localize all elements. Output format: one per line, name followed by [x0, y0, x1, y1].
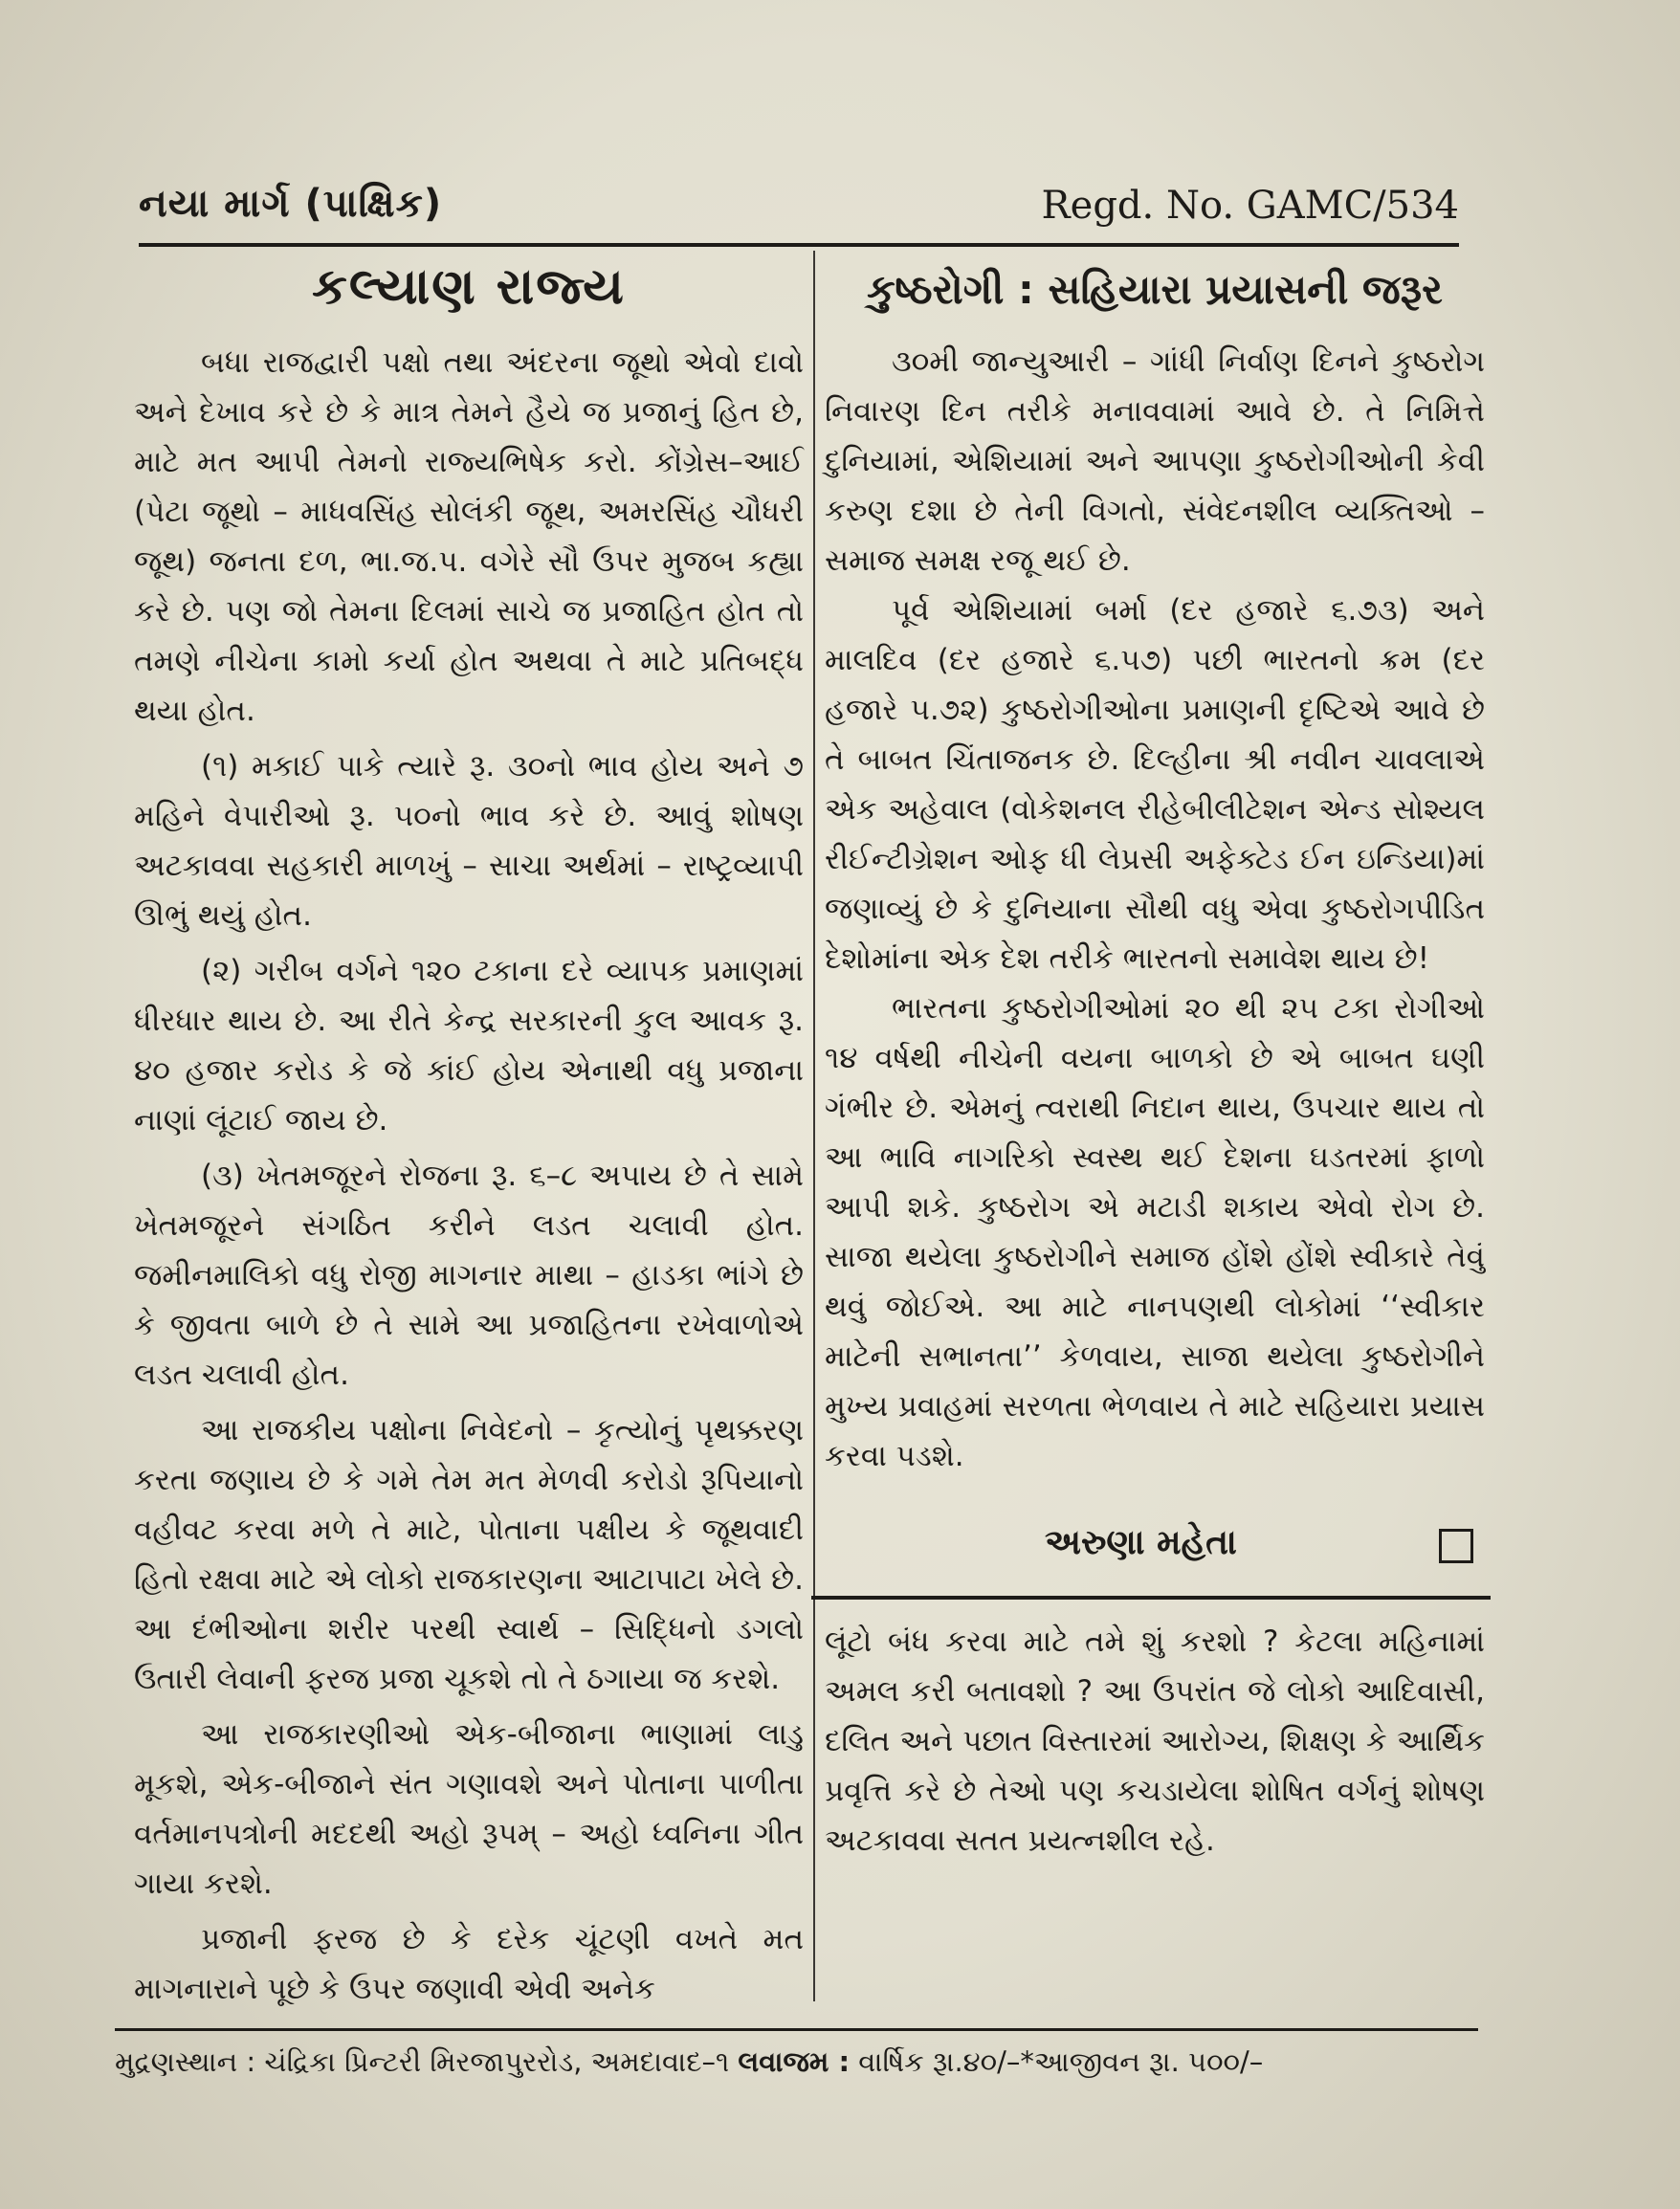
- right-column: [825, 256, 1485, 1866]
- author-signature: [825, 1515, 1485, 1582]
- continuation-text: લૂંટો બંધ કરવા માટે તમે શું કરશો ? કેટલા મહિનામાં અમલ કરી બતાવશો ? આ ઉપરાંત જે લોકો આદિવાસી, દલિત અને પછાત વિસ્તારમાં આરોગ્ય, શિક્ષણ કે આર્થિક પ્રવૃત્તિ કરે છે તેઓ પણ કચડાયેલા શોષિત વર્ગનું શોષણ અટકાવવા સતત પ્રયત્નશીલ રહે.: [825, 1624, 1485, 1858]
- left-paragraph-point-1: (૧) મકાઈ પાકે ત્યારે રૂ. ૩૦નો ભાવ હોય અને ૭ મહિને વેપારીઓ રૂ. ૫૦નો ભાવ કરે છે. આવું શોષણ અટકાવવા સહકારી માળખું – સાચા અર્થમાં – રાષ્ટ્રવ્યાપી ઊભું થયું હોત.: [134, 749, 804, 933]
- author-name: અરુણા મહેતા: [1045, 1523, 1237, 1562]
- subscription-value: વાર્ષિક રૂા.૪૦/–*આજીવન રૂા. ૫૦૦/–: [858, 2045, 1264, 2078]
- page-header: [139, 182, 1459, 241]
- masthead: નયા માર્ગ (પાક્ષિક): [139, 182, 443, 226]
- left-paragraph-analysis: આ રાજકીય પક્ષોના નિવેદનો – કૃત્યોનું પૃથક્કરણ કરતા જણાય છે કે ગમે તેમ મત મેળવી કરોડો રૂપિયાનો વહીવટ કરવા મળે તે માટે, પોતાના પક્ષીય કે જૂથવાદી હિતો રક્ષવા માટે એ લોકો રાજકારણના આટાપાટા ખેલે છે. આ દંભીઓના શરીર પરથી સ્વાર્થ – સિદ્ધિનો ડગલો ઉતારી લેવાની ફરજ પ્રજા ચૂકશે તો તે ઠગાયા જ કરશે.: [134, 1413, 805, 1696]
- left-article-title: કલ્યાણ રાજ્ય: [312, 258, 626, 316]
- left-paragraph-intro: બધા રાજદ્વારી પક્ષો તથા અંદરના જૂથો એવો દાવો અને દેખાવ કરે છે કે માત્ર તેમને હૈયે જ પ્રજાનું હિત છે, માટે મત આપી તેમનો રાજ્યભિષેક કરો. કોંગ્રેસ–આઈ (પેટા જૂથો – માધવસિંહ સોલંકી જૂથ, અમરસિંહ ચૌધરી જૂથ) જનતા દળ, ભા.જ.પ. વગેરે સૌ ઉપર મુજબ કહ્યા કરે છે. પણ જો તેમના દિલમાં સાચે જ પ્રજાહિત હોત તો તમણે નીચેના કામો કર્યા હોત અથવા તે માટે પ્રતિબદ્ધ થયા હોત.: [134, 345, 804, 728]
- right-paragraph-2: પૂર્વ એશિયામાં બર્મા (દર હજારે ૬.૭૩) અને માલદિવ (દર હજારે ૬.૫૭) પછી ભારતનો ક્રમ (દર હજારે ૫.૭૨) કુષ્ઠરોગીઓના પ્રમાણની દૃષ્ટિએ આવે છે તે બાબત ચિંતાજનક છે. દિલ્હીના શ્રી નવીન ચાવલાએ એક અહેવાલ (વોકેશનલ રીહેબીલીટેશન એન્ડ સોશ્યલ રીઈન્ટીગ્રેશન ઓફ ધી લેપ્રસી અફેક્ટેડ ઈન ઇન્ડિયા)માં જણાવ્યું છે કે દુનિયાના સૌથી વધુ એવા કુષ્ઠરોગપીડિત દેશોમાંના એક દેશ તરીકે ભારતનો સમાવેશ થાય છે!: [825, 593, 1485, 976]
- end-mark-square-icon: [1439, 1529, 1473, 1563]
- header-rule: [139, 243, 1459, 247]
- right-paragraph-3: ભારતના કુષ્ઠરોગીઓમાં ૨૦ થી ૨૫ ટકા રોગીઓ ૧૪ વર્ષથી નીચેની વયના બાળકો છે એ બાબત ઘણી ગંભીર છે. એમનું ત્વરાથી નિદાન થાય, ઉપચાર થાય તો આ ભાવિ નાગરિકો સ્વસ્થ થઈ દેશના ઘડતરમાં ફાળો આપી શકે. કુષ્ઠરોગ એ મટાડી શકાય એવો રોગ છે. સાજા થયેલા કુષ્ઠરોગીને સમાજ હોંશે હોંશે સ્વીકારે તેવું થવું જોઈએ. આ માટે નાનપણથી લોકોમાં ‘‘સ્વીકાર માટેની સભાનતા’’ કેળવાય, સાજા થયેલા કુષ્ઠરોગીને મુખ્ય પ્રવાહમાં સરળતા ભેળવાય તે માટે સહિયારા પ્રયાસ કરવા પડશે.: [825, 991, 1485, 1473]
- printer-info: મુદ્રણસ્થાન : ચંદ્રિકા પ્રિન્ટરી મિરજાપુરરોડ, અમદાવાદ–૧: [115, 2045, 730, 2078]
- left-paragraph-point-3: (૩) ખેતમજૂરને રોજના રૂ. ૬–૮ અપાય છે તે સામે ખેતમજૂરને સંગઠિત કરીને લડત ચલાવી હોત. જમીનમાલિકો વધુ રોજી માગનાર માથા – હાડકા ભાંગે છે કે જીવતા બાળે છે તે સામે આ પ્રજાહિતના રખેવાળોએ લડત ચલાવી હોત.: [134, 1159, 804, 1392]
- left-paragraph-politicians: આ રાજકારણીઓ એક-બીજાના ભાણામાં લાડુ મૂકશે, એક-બીજાને સંત ગણાવશે અને પોતાના પાળીતા વર્તમાનપત્રોની મદદથી અહો રૂપમ્ – અહો ધ્વનિના ગીત ગાયા કરશે.: [134, 1717, 804, 1901]
- right-paragraph-1: ૩૦મી જાન્યુઆરી – ગાંધી નિર્વાણ દિનને કુષ્ઠરોગ નિવારણ દિન તરીકે મનાવવામાં આવે છે. તે નિમિત્તે દુનિયામાં, એશિયામાં અને આપણા કુષ્ઠરોગીઓની કેવી કરુણ દશા છે તેની વિગતો, સંવેદનશીલ વ્યક્તિઓ – સમાજ સમક્ષ રજૂ થઈ છે.: [825, 344, 1485, 578]
- left-paragraph-duty: પ્રજાની ફરજ છે કે દરેક ચૂંટણી વખતે મત માગનારાને પૂછે કે ઉપર જણાવી એવી અનેક: [134, 1922, 804, 2006]
- registration-number: Regd. No. GAMC/534: [1041, 184, 1459, 228]
- left-paragraph-point-2: (૨) ગરીબ વર્ગને ૧૨૦ ટકાના દરે વ્યાપક પ્રમાણમાં ધીરધાર થાય છે. આ રીતે કેન્દ્ર સરકારની કુલ આવક રૂ. ૪૦ હજાર કરોડ કે જે કાંઈ હોય એનાથી વધુ પ્રજાના નાણાં લૂંટાઈ જાય છે.: [134, 954, 804, 1138]
- left-column: [134, 256, 804, 2014]
- page-footer: [115, 2038, 1478, 2086]
- column-divider: [813, 251, 815, 2001]
- footer-rule: [115, 2028, 1478, 2031]
- right-article-title: કુષ્ઠરોગી : સહિયારા પ્રયાસની જરૂર: [867, 266, 1443, 313]
- section-rule: [811, 1596, 1491, 1600]
- subscription-label: લવાજમ :: [738, 2045, 851, 2078]
